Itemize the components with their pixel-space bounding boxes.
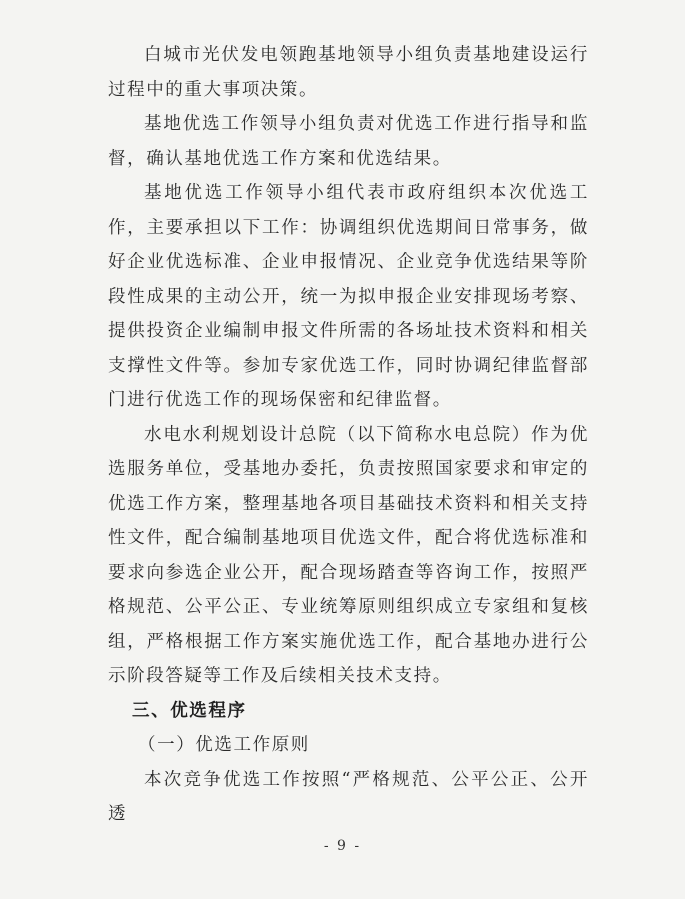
paragraph-supervision: 基地优选工作领导小组负责对优选工作进行指导和监督，确认基地优选工作方案和优选结果。 [108, 114, 589, 169]
paragraph-organization-duties: 基地优选工作领导小组代表市政府组织本次优选工作，主要承担以下工作：协调组织优选期间日常事务，做好企业优选标准、企业申报情况、企业竞争优选结果等阶段性成果的主动公开，统一为拟申报企业安排现场考察、提供投资企业编制申报文件所需的各场址技术资料和相关支撑性文件等。参加专家优选工作，同时协调纪律监督部门进行优选工作的现场保密和纪律监督。 [108, 183, 589, 410]
section-heading: 三、优选程序 [132, 700, 247, 721]
paragraph-leadership-decision: 白城市光伏发电领跑基地领导小组负责基地建设运行过程中的重大事项决策。 [108, 45, 589, 100]
paragraph-principles: 本次竞争优选工作按照“严格规范、公平公正、公开透 [108, 769, 589, 824]
paragraph-service-unit: 水电水利规划设计总院（以下简称水电总院）作为优选服务单位，受基地办委托，负责按照国家要求和审定的优选工作方案，整理基地各项目基础技术资料和相关支持性文件，配合编制基地项目优选文件，配合将优选标准和要求向参选企业公开，配合现场踏查等咨询工作，按照严格规范、公平公正、专业统筹原则组织成立专家组和复核组，严格根据工作方案实施优选工作，配合基地办进行公示阶段答疑等工作及后续相关技术支持。 [108, 424, 589, 686]
page-number: - 9 - [323, 838, 362, 854]
subsection-heading: （一）优选工作原则 [138, 735, 310, 755]
